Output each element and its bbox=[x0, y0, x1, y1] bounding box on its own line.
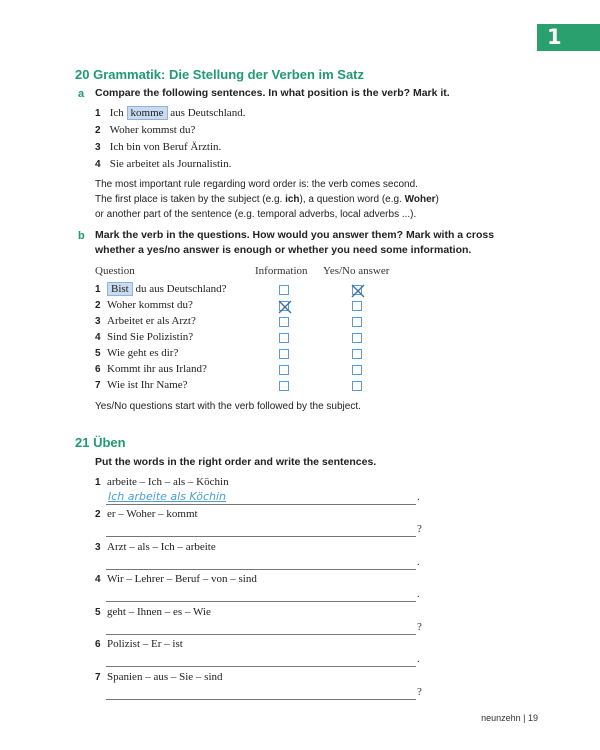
marked-verb: komme bbox=[127, 106, 168, 120]
sentence-end-mark: ? bbox=[417, 621, 422, 633]
yesno-checkbox[interactable] bbox=[352, 317, 362, 327]
scrambled-words: Wir – Lehrer – Beruf – von – sind bbox=[107, 573, 257, 585]
question-text: Arbeitet er als Arzt? bbox=[107, 315, 196, 327]
information-checkbox[interactable] bbox=[279, 285, 289, 295]
exercise-21-instruction: Put the words in the right order and write the sentences. bbox=[95, 456, 377, 468]
sentence-3 bbox=[95, 141, 221, 153]
question-text: Sind Sie Polizistin? bbox=[107, 331, 194, 343]
scrambled-words: Spanien – aus – Sie – sind bbox=[107, 671, 223, 683]
question-number: 3 bbox=[95, 316, 101, 327]
word-prompt bbox=[95, 476, 229, 488]
sentence-end-mark: ? bbox=[417, 523, 422, 535]
item-number: 5 bbox=[95, 607, 101, 618]
sentence-number: 1 bbox=[95, 108, 101, 119]
answer-line[interactable] bbox=[106, 601, 416, 602]
item-number: 1 bbox=[95, 477, 101, 488]
exercise-20b-letter: b bbox=[78, 230, 85, 242]
sentence-text: Woher kommst du? bbox=[109, 124, 196, 136]
question-text: Woher kommst du? bbox=[107, 299, 193, 311]
question-number: 7 bbox=[95, 380, 101, 391]
word-prompt bbox=[95, 541, 216, 553]
chapter-tab-underline bbox=[537, 49, 600, 51]
scrambled-words: er – Woher – kommt bbox=[107, 508, 198, 520]
sentence-1 bbox=[95, 107, 245, 119]
yesno-checkbox[interactable] bbox=[352, 381, 362, 391]
rule-line: The most important rule regarding word order is: the verb comes second. bbox=[95, 179, 418, 190]
scrambled-words: Polizist – Er – ist bbox=[107, 638, 183, 650]
word-prompt bbox=[95, 508, 198, 520]
scrambled-words: Arzt – als – Ich – arbeite bbox=[107, 541, 216, 553]
sentence-number: 3 bbox=[95, 142, 101, 153]
yesno-checkbox[interactable] bbox=[352, 333, 362, 343]
rule-bold: ich bbox=[285, 194, 300, 205]
item-number: 6 bbox=[95, 639, 101, 650]
word-prompt bbox=[95, 638, 183, 650]
section-20-title: Grammatik: Die Stellung der Verben im Satz bbox=[93, 67, 365, 82]
column-header-information: Information bbox=[255, 265, 308, 277]
question-number: 5 bbox=[95, 348, 101, 359]
exercise-20b-instruction bbox=[95, 228, 494, 258]
sentence-text: Ich bbox=[109, 107, 124, 119]
item-number: 7 bbox=[95, 672, 101, 683]
sentence-end-mark: ? bbox=[417, 686, 422, 698]
sentence-text: Sie arbeitet als Journalistin. bbox=[109, 158, 232, 170]
question-text: Kommt ihr aus Irland? bbox=[107, 363, 207, 375]
word-order-rule bbox=[95, 177, 515, 222]
question-number: 1 bbox=[95, 284, 101, 295]
yesno-checkbox[interactable] bbox=[352, 349, 362, 359]
question-text: du aus Deutschland? bbox=[135, 283, 227, 295]
question-row bbox=[95, 331, 193, 343]
sentence-4 bbox=[95, 158, 231, 170]
sentence-text: aus Deutschland. bbox=[170, 107, 246, 119]
yesno-note: Yes/No questions start with the verb followed by the subject. bbox=[95, 401, 361, 412]
answer-line[interactable] bbox=[106, 666, 416, 667]
marked-verb: Bist bbox=[107, 282, 133, 296]
column-header-yesno: Yes/No answer bbox=[323, 265, 390, 277]
section-20-heading bbox=[75, 67, 364, 82]
rule-text: ) bbox=[435, 194, 439, 205]
exercise-20a-letter: a bbox=[78, 88, 85, 100]
item-number: 2 bbox=[95, 509, 101, 520]
item-number: 3 bbox=[95, 542, 101, 553]
information-checkbox[interactable] bbox=[279, 349, 289, 359]
sentence-end-mark: . bbox=[417, 588, 420, 600]
page-footer: neunzehn | 19 bbox=[481, 713, 538, 723]
yesno-checkbox[interactable] bbox=[352, 285, 362, 295]
word-prompt bbox=[95, 606, 211, 618]
sentence-end-mark: . bbox=[417, 491, 420, 503]
chapter-number: 1 bbox=[547, 25, 562, 49]
section-20-number: 20 bbox=[75, 67, 90, 82]
sentence-end-mark: . bbox=[417, 653, 420, 665]
section-21-title: Üben bbox=[93, 435, 126, 450]
exercise-20a-instruction: Compare the following sentences. In what position is the verb? Mark it. bbox=[95, 87, 450, 99]
question-row bbox=[95, 363, 207, 375]
question-row bbox=[95, 283, 227, 295]
sentence-2 bbox=[95, 124, 195, 136]
information-checkbox[interactable] bbox=[279, 333, 289, 343]
sentence-end-mark: . bbox=[417, 556, 420, 568]
instruction-line: Mark the verb in the questions. How would you answer them? Mark with a cross bbox=[95, 229, 495, 241]
question-row bbox=[95, 315, 196, 327]
answer-line[interactable] bbox=[106, 634, 416, 635]
rule-line: or another part of the sentence (e.g. temporal adverbs, local adverbs ...). bbox=[95, 209, 417, 220]
question-row bbox=[95, 347, 178, 359]
chapter-tab bbox=[537, 24, 600, 49]
instruction-line: whether a yes/no answer is enough or whether you need some information. bbox=[95, 244, 472, 256]
section-21-number: 21 bbox=[75, 435, 90, 450]
question-number: 2 bbox=[95, 300, 101, 311]
question-number: 6 bbox=[95, 364, 101, 375]
answer-line[interactable] bbox=[106, 504, 416, 505]
scrambled-words: arbeite – Ich – als – Köchin bbox=[107, 476, 229, 488]
sentence-number: 2 bbox=[95, 125, 101, 136]
section-21-heading bbox=[75, 435, 126, 450]
answer-line[interactable] bbox=[106, 569, 416, 570]
information-checkbox[interactable] bbox=[279, 365, 289, 375]
rule-text: The first place is taken by the subject (e.g. bbox=[95, 194, 286, 205]
sentence-number: 4 bbox=[95, 159, 101, 170]
rule-text: ), a question word (e.g. bbox=[299, 194, 405, 205]
word-prompt bbox=[95, 671, 223, 683]
item-number: 4 bbox=[95, 574, 101, 585]
question-row bbox=[95, 379, 188, 391]
scrambled-words: geht – Ihnen – es – Wie bbox=[107, 606, 211, 618]
word-prompt bbox=[95, 573, 257, 585]
rule-bold: Woher bbox=[404, 194, 436, 205]
question-text: Wie ist Ihr Name? bbox=[107, 379, 188, 391]
question-text: Wie geht es dir? bbox=[107, 347, 179, 359]
question-number: 4 bbox=[95, 332, 101, 343]
information-checkbox[interactable] bbox=[279, 301, 289, 311]
information-checkbox[interactable] bbox=[279, 317, 289, 327]
rule-line bbox=[95, 192, 515, 207]
column-header-question: Question bbox=[95, 265, 135, 277]
information-checkbox[interactable] bbox=[279, 381, 289, 391]
sentence-text: Ich bin von Beruf Ärztin. bbox=[109, 141, 222, 153]
yesno-checkbox[interactable] bbox=[352, 301, 362, 311]
answer-line[interactable] bbox=[106, 536, 416, 537]
question-row bbox=[95, 299, 193, 311]
answer-line[interactable] bbox=[106, 699, 416, 700]
handwritten-answer: Ich arbeite als Köchin bbox=[108, 490, 227, 503]
yesno-checkbox[interactable] bbox=[352, 365, 362, 375]
